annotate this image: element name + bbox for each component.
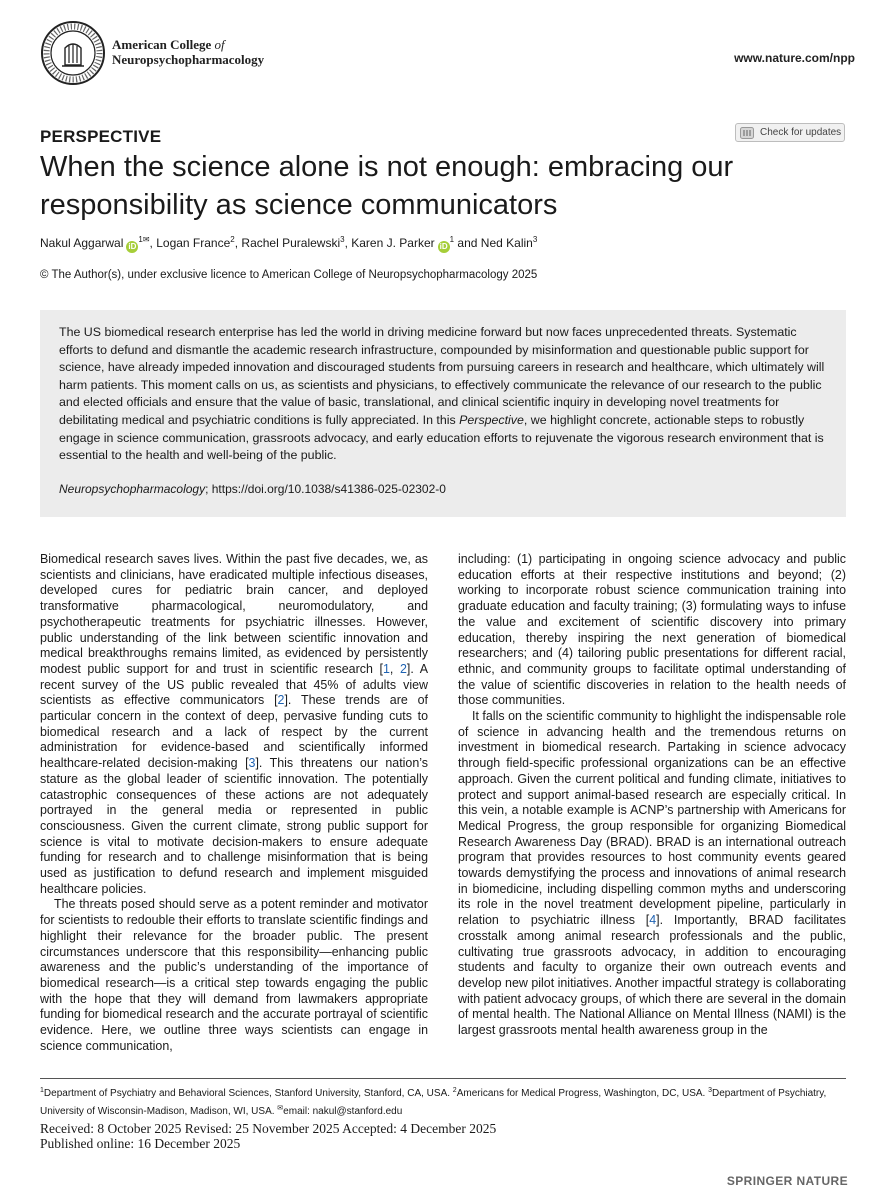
acnp-seal-icon (40, 20, 106, 86)
affiliation-mark: 3 (708, 1087, 712, 1094)
envelope-icon: ✉ (277, 1105, 284, 1112)
body-text: ]. This threatens our nation’s stature as the global leader of scientific innovation. The potentially catastrophic consequences of these actions are not adequately portrayed in the general media or represented in public consciousness. Given the current climate, strong public support for science is vital to motivate decision-makers to ensure adequate funding for research and to challenge misinformation that is being used as justification to defund research and implement misguided healthcare policies. (40, 756, 428, 896)
abstract-part: , we highlight concrete, actionable steps to robustly engage in science communication, grassroots advocacy, and early education efforts to rejuvenate the vigorous research environment that is essential to the health and well-being of the public. (59, 412, 824, 463)
journal-organization (112, 37, 264, 67)
citation-journal: Neuropsychopharmacology (59, 481, 206, 496)
abstract-text (59, 324, 829, 465)
body-paragraph: The threats posed should serve as a potent reminder and motivator for scientists to redouble their efforts to translate scientific findings and highlight their relevance for the broader public. The present circumstances underscore that this responsibility—enhancing public awareness and the public’s understanding of the importance of biomedical research—is a critical step towards engaging the public with the hope that they will demand from lawmakers appropriate funding for biomedical research and the accurate portrayal of scientific evidence. Here, we outline three ways scientists can engage in science communication, (40, 897, 428, 1053)
published-date: Published online: 16 December 2025 (40, 1136, 241, 1151)
citation-doi-link[interactable]: ; https://doi.org/10.1038/s41386-025-02302-0 (205, 481, 446, 496)
body-paragraph (458, 709, 846, 1039)
abstract-box (40, 310, 846, 517)
affiliation-mark: 1 (40, 1087, 44, 1094)
org-name-line2: Neuropsychopharmacology (112, 52, 265, 67)
body-text: It falls on the scientific community to highlight the indispensable role of science in advancing health and the tremendous returns on investment in biomedical research. Partaking in science advocacy through field-specific professional organizations can be an effective approach. Given the current political and funding climate, initiatives to protect and support animal-based research are especially critical. In this vein, a notable example is ACNP’s partnership with Americans for Medical Progress, the group responsible for organizing Biomedical Research Awareness Day (BRAD). BRAD is an international outreach program that provides resources to host community events geared towards demystifying the process and innovations of animal research in biomedicine, including dispelling common myths and underscoring its role in the novel treatment development pipeline, particularly in relation to psychiatric illness [ (458, 709, 846, 928)
author-name[interactable]: Nakul Aggarwal (40, 236, 124, 250)
publication-dates (40, 1121, 496, 1151)
author-affiliation-mark: 3 (340, 235, 345, 244)
article-type-label: PERSPECTIVE (40, 127, 162, 146)
body-text: ]. These trends are of particular concern in the context of deep, pervasive funding cuts to biomedical research and a lack of respect by the current administration for evidence-based and scientifically informed healthcare-related decision-making [ (40, 693, 428, 771)
footnote-divider (40, 1078, 846, 1079)
affiliation-mark: 2 (452, 1087, 457, 1094)
received-dates: Received: 8 October 2025 Revised: 25 November 2025 Accepted: 4 December 2025 (40, 1121, 497, 1136)
check-updates-label: Check for updates (760, 127, 842, 138)
author-name[interactable]: Ned Kalin (480, 236, 533, 250)
check-updates-icon (740, 127, 754, 139)
reference-link[interactable]: 2 (399, 661, 407, 676)
author-name[interactable]: Rachel Puralewski (241, 236, 341, 250)
affiliation: Department of Psychiatry, University of Wisconsin-Madison, Madison, WI, USA. (40, 1088, 827, 1117)
affiliation: Department of Psychiatry and Behavioral Sciences, Stanford University, Stanford, CA, USA. (43, 1088, 453, 1099)
author-affiliation-mark: 3 (532, 235, 538, 244)
body-paragraph: Biomedical research saves lives. Within the past five decades, we, as scientists and clinicians, have eradicated multiple infectious diseases, developed cures for pediatric brain cancer, and deployed transformative pharmacological, neuromodulatory, and psychotherapeutic treatments for psychiatric illnesses. However, public understanding of the link between scientific innovation and medical breakthroughs remains limited, as evidenced by persistently modest public support for and trust in scientific research [1, 2]. A recent survey of the US public revealed that 45% of adults view scientists as effective communicators [2]. These trends are of particular concern in the context of deep, pervasive funding cuts to biomedical research and a lack of respect by the current administration for evidence-based and scientifically informed healthcare-related decision-making [3]. This threatens our nation’s stature as the global leader of scientific innovation. The potentially catastrophic consequences of these actions are not adequately portrayed in the general media or represented in public consciousness. Given the current climate, strong public support for science is vital to motivate decision-makers to ensure adequate funding for research and to challenge misinformation that is being used as justification to defund research and implement misguided healthcare policies. (40, 552, 428, 896)
reference-link[interactable]: 4 (649, 913, 657, 928)
org-name-part: American College (112, 37, 215, 52)
author-conjunction: and (457, 236, 478, 250)
abstract-italic: Perspective (459, 412, 524, 427)
author-affiliation-mark: 2 (230, 235, 235, 244)
author-affiliation-mark: 1✉ (138, 235, 150, 244)
publisher-logo: SPRINGER NATURE (726, 1174, 848, 1188)
orcid-icon[interactable]: iD (128, 242, 137, 251)
corresponding-email[interactable]: email: nakul@stanford.edu (283, 1106, 403, 1117)
affiliations (40, 1083, 846, 1119)
citation-line (59, 482, 828, 496)
org-name-italic: of (214, 37, 225, 52)
orcid-icon[interactable]: iD (439, 242, 448, 251)
author-list: Nakul Aggarwal $iD^{1✉}$, Logan France$^2$, Rachel Puralewski$^3$, Karen J. Parker $iD^1$ and Ned Kalin$^3$ (40, 235, 538, 251)
check-for-updates-button[interactable] (735, 123, 845, 142)
body-text: Biomedical research saves lives. Within the past five decades, we, as scientists and clinicians, have eradicated multiple infectious diseases, developed cures for pediatric brain cancer, and deployed transformative pharmacological, neuromodulatory, and psychotherapeutic treatments for psychiatric illnesses. However, public understanding of the link between scientific innovation and medical breakthroughs remains limited, as evidenced by persistently modest public support for and trust in scientific research [ (40, 552, 428, 676)
body-text: ]. Importantly, BRAD facilitates crosstalk among animal research professionals and the public, cultivating true grassroots advocacy, in addition to encouraging students and faculty to organize their own outreach events and develop new pilot initiatives. Another impactful strategy is collaborating with patient advocacy groups, of which there are several in the domain of mental health. The National Alliance on Mental Illness (NAMI) is the largest grassroots mental health awareness group in the (458, 913, 846, 1038)
reference-link[interactable]: 2 (277, 693, 285, 708)
reference-link[interactable]: 3 (248, 756, 256, 771)
journal-website-link[interactable]: www.nature.com/npp (734, 51, 855, 65)
author-name[interactable]: Karen J. Parker (351, 236, 435, 250)
body-paragraph: including: (1) participating in ongoing science advocacy and public education efforts at their respective institutions and beyond; (2) working to incorporate robust science communication training into graduate education and faculty training; (3) formulating ways to infuse the value and excitement of scientific discovery into primary education, thereby inspiring the next generation of biomedical researchers; and (4) tailoring public presentations for different racial, ethnic, and community groups to facilitate optimal understanding of the value of scientific discoveries in relation to the health needs of those communities. (458, 552, 846, 708)
abstract-part: The US biomedical research enterprise has led the world in driving medicine forward but now faces unprecedented threats. Systematic efforts to defund and dismantle the academic research infrastructure, compounded by misinformation and questionable public support for science, have already impeded innovation and discouraged students from pursuing careers in research and healthcare, which ultimately will harm patients. This moment calls on us, as scientists and physicians, to effectively communicate the relevance of our research to the public and elected officials and ensure that the value of basic, translational, and clinical scientific inquiry in developing novel treatments for debilitating medical and psychiatric conditions is fully appreciated. In this (59, 325, 825, 427)
reference-link[interactable]: 1 (382, 661, 390, 676)
author-name[interactable]: Logan France (156, 236, 231, 250)
affiliation: Americans for Medical Progress, Washington, DC, USA. (456, 1088, 709, 1099)
article-title: When the science alone is not enough: embracing our responsibility as science communicators (40, 151, 734, 221)
body-column-left (40, 552, 428, 1055)
author-affiliation-mark: 1 (449, 235, 455, 244)
body-column-right (458, 552, 846, 1039)
copyright-notice: © The Author(s), under exclusive licence to American College of Neuropsychopharmacology 2025 (40, 269, 538, 281)
body-text: ]. A recent survey of the US public revealed that 45% of adults view scientists as effective communicators [ (40, 661, 428, 708)
